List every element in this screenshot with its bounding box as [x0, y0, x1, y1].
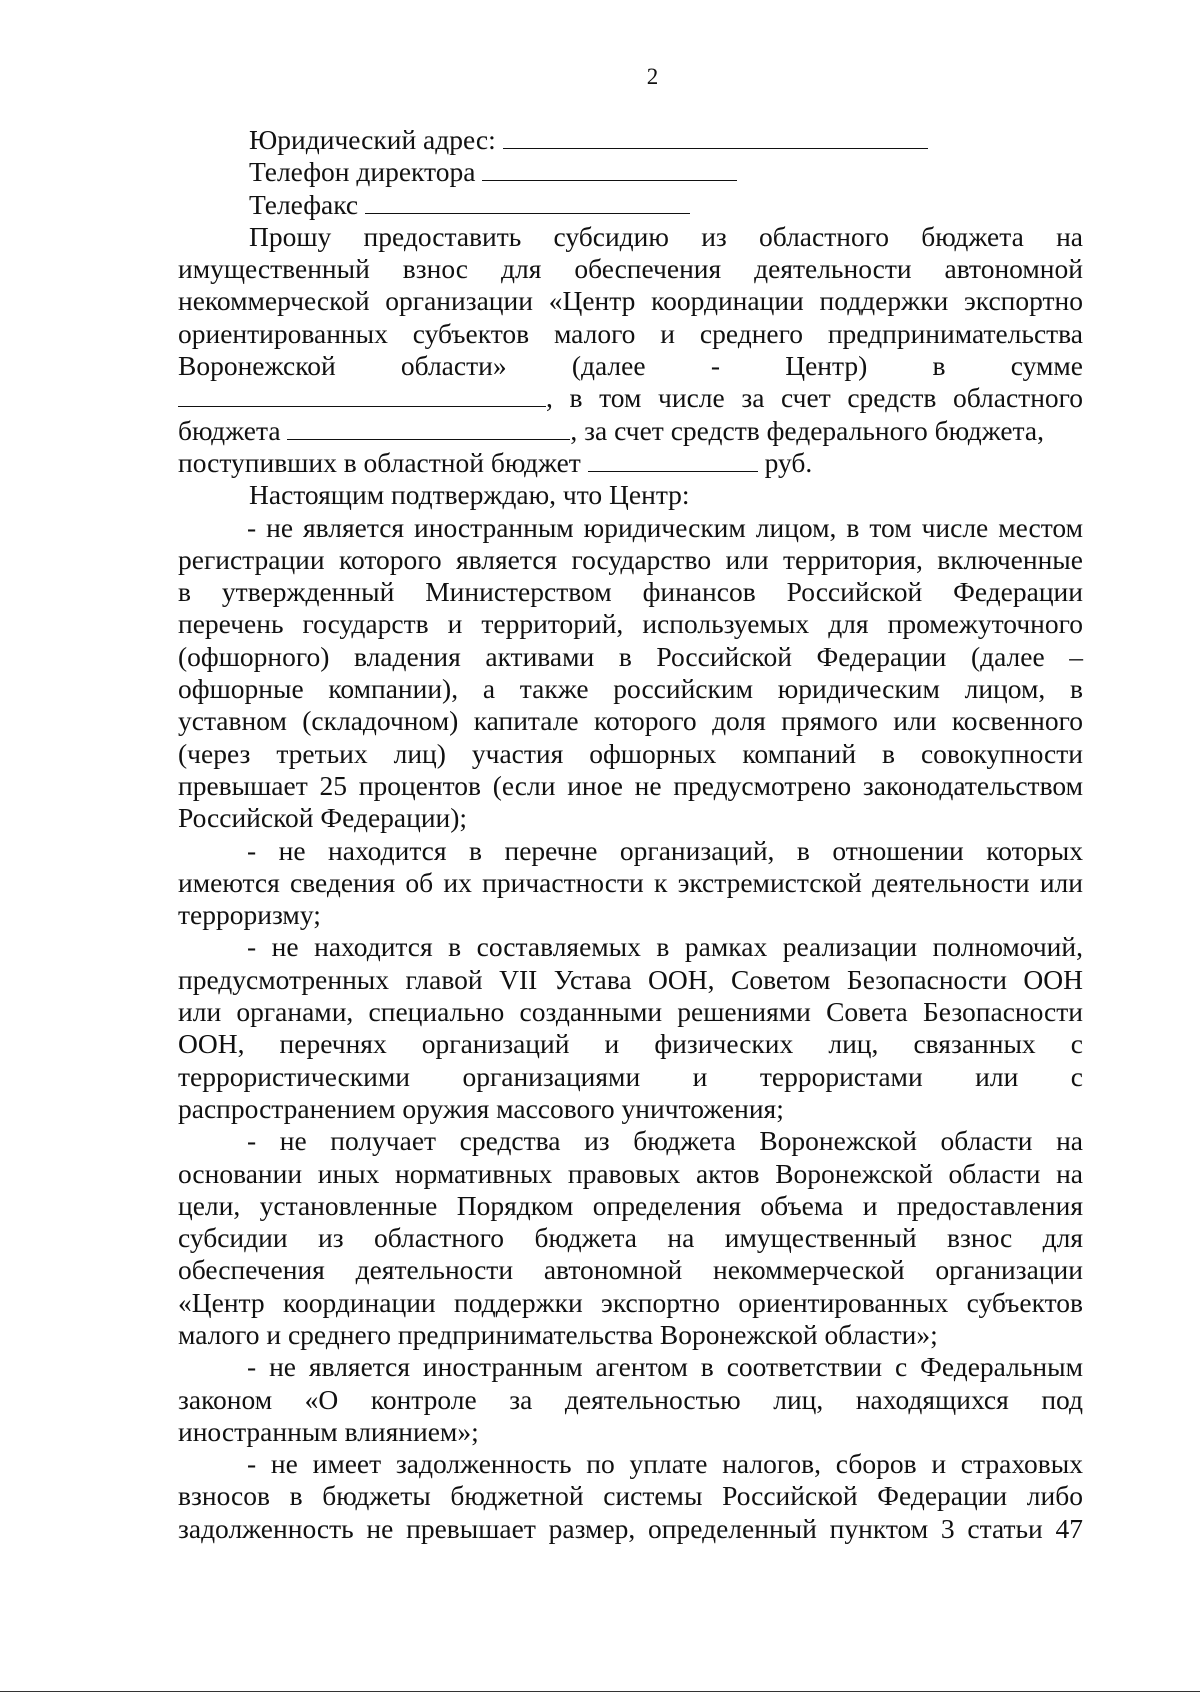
confirm-intro: Настоящим подтверждаю, что Центр: — [249, 479, 690, 511]
text-line: имеются сведения об их причастности к экстремистской деятельности или — [178, 866, 1083, 898]
text-line: основании иных нормативных правовых актов Воронежской области на — [178, 1157, 1083, 1189]
text-line: - не является иностранным агентом в соответствии с Федеральным — [247, 1351, 1083, 1383]
legal-address-blank — [503, 126, 928, 149]
text-line: иностранным влиянием»; — [178, 1415, 479, 1447]
federal-budget-blank — [588, 449, 758, 472]
text-line: перечень государств и территорий, используемых для промежуточного — [178, 608, 1083, 640]
regional-budget-line — [178, 415, 1083, 447]
text-fragment: руб. — [764, 446, 813, 478]
text-line: взносов в бюджеты бюджетной системы Российской Федерации либо — [178, 1480, 1083, 1512]
confirmation-item — [178, 1125, 1083, 1351]
text-line: «Центр координации поддержки экспортно ориентированных субъектов — [178, 1286, 1083, 1318]
page-number: 2 — [646, 64, 659, 89]
confirmation-list — [178, 512, 1083, 1546]
text-line: Воронежской области» (далее - Центр) в сумме — [178, 350, 1083, 382]
text-line: (через третьих лиц) участия офшорных компаний в совокупности — [178, 737, 1083, 769]
text-line: имущественный взнос для обеспечения деятельности автономной — [178, 253, 1083, 285]
text-line: ориентированных субъектов малого и среднего предпринимательства — [178, 317, 1083, 349]
confirmation-item — [178, 1448, 1083, 1545]
request-paragraph — [178, 221, 1083, 479]
director-phone-line — [178, 156, 1083, 188]
text-line: превышает 25 процентов (если иное не предусмотрено законодательством — [178, 769, 1083, 801]
text-fragment: , за счет средств федерального бюджета, — [570, 414, 1044, 446]
text-line: задолженность не превышает размер, определенный пунктом 3 статьи 47 — [178, 1512, 1083, 1544]
text-line: предусмотренных главой VII Устава ООН, Советом Безопасности ООН — [178, 963, 1083, 995]
text-fragment: поступивших в областной бюджет — [178, 446, 581, 478]
text-line: - не находится в составляемых в рамках реализации полномочий, — [247, 931, 1083, 963]
fax-blank — [365, 191, 690, 214]
text-line: Российской Федерации); — [178, 802, 468, 834]
fax-line — [178, 189, 1083, 221]
text-line: (офшорного) владения активами в Российской Федерации (далее – — [178, 640, 1083, 672]
text-line: ООН, перечнях организаций и физических лиц, связанных с — [178, 1028, 1083, 1060]
director-phone-label: Телефон директора — [249, 156, 476, 188]
amount-blank — [178, 384, 546, 407]
text-line: Прошу предоставить субсидию из областного бюджета на — [249, 220, 1083, 252]
confirmation-item — [178, 835, 1083, 932]
text-line: законом «О контроле за деятельностью лиц, находящихся под — [178, 1383, 1083, 1415]
text-line: - не имеет задолженность по уплате налогов, сборов и страховых — [247, 1448, 1083, 1480]
text-line: малого и среднего предпринимательства Воронежской области»; — [178, 1318, 938, 1350]
document-body — [178, 124, 1083, 1545]
text-line: террористическими организациями и террористами или с — [178, 1060, 1083, 1092]
page-edge-rule — [0, 1691, 1200, 1692]
text-line: регистрации которого является государство или территория, включенные — [178, 543, 1083, 575]
text-line: распространением оружия массового уничтожения; — [178, 1092, 784, 1124]
text-line: - не получает средства из бюджета Воронежской области на — [247, 1125, 1083, 1157]
legal-address-label: Юридический адрес: — [249, 124, 496, 155]
amount-line — [178, 382, 1083, 414]
text-line: в утвержденный Министерством финансов Российской Федерации — [178, 576, 1083, 608]
text-line: - не является иностранным юридическим лицом, в том числе местом — [247, 511, 1083, 543]
regional-budget-blank — [287, 417, 570, 440]
text-line: терроризму; — [178, 899, 321, 931]
text-line: некоммерческой организации «Центр координации поддержки экспортно — [178, 285, 1083, 317]
text-line: уставном (складочном) капитале которого доля прямого или косвенного — [178, 705, 1083, 737]
text-line: - не находится в перечне организаций, в отношении которых — [247, 834, 1083, 866]
text-line: цели, установленные Порядком определения объема и предоставления — [178, 1189, 1083, 1221]
text-fragment: бюджета — [178, 414, 281, 446]
federal-budget-line — [178, 447, 1083, 479]
text-line: или органами, специально созданными решениями Совета Безопасности — [178, 996, 1083, 1028]
text-line: офшорные компании), а также российским юридическим лицом, в — [178, 673, 1083, 705]
legal-address-line — [178, 124, 1083, 156]
confirmation-item — [178, 931, 1083, 1125]
confirmation-item — [178, 1351, 1083, 1448]
text-fragment: , в том числе за счет средств областного — [546, 382, 1083, 414]
confirmation-item — [178, 512, 1083, 835]
text-line: субсидии из областного бюджета на имущественный взнос для — [178, 1222, 1083, 1254]
fax-label: Телефакс — [249, 188, 359, 220]
text-line: обеспечения деятельности автономной некоммерческой организации — [178, 1254, 1083, 1286]
director-phone-blank — [482, 158, 737, 181]
